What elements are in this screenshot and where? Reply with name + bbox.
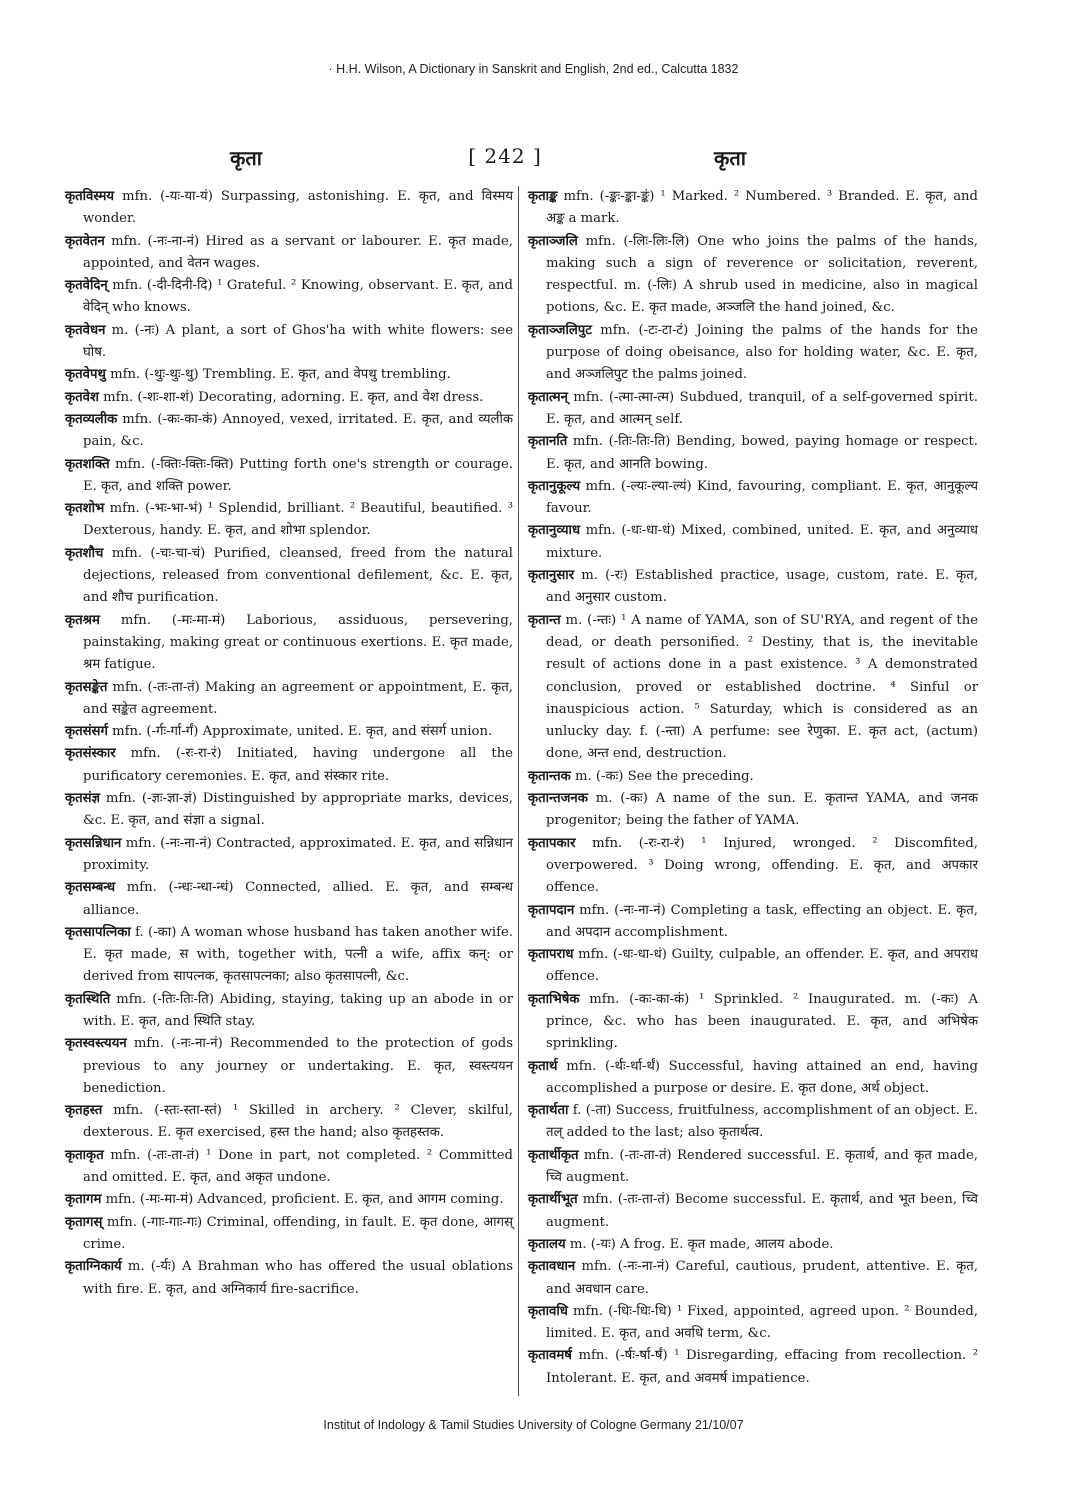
entry-definition: mfn. (-क्तिः-क्तिः-क्ति) Putting forth one's strength or courage. E. कृत, and शक्ति power. xyxy=(83,456,513,494)
right-column xyxy=(528,186,978,1390)
entry-definition: mfn. (-तः-ता-तं) Become successful. E. कृतार्थ, and भूत been, च्वि augment. xyxy=(546,1192,978,1230)
entry-headword: कृतानुसार xyxy=(528,568,575,584)
dictionary-entry xyxy=(65,788,513,833)
entry-definition: mfn. (-नः-ना-नं) Hired as a servant or labourer. E. कृत made, appointed, and वेतन wages. xyxy=(83,233,513,271)
entry-definition: m. (-रः) Established practice, usage, custom, rate. E. कृत, and अनुसार custom. xyxy=(546,568,978,606)
entry-definition: mfn. (-ज्ञः-ज्ञा-ज्ञं) Distinguished by appropriate marks, devices, &c. E. कृत, and संज्ञा a signal. xyxy=(83,791,513,829)
entry-definition: mfn. (-ल्यः-ल्या-ल्यं) Kind, favouring, compliant. E. कृत, आनुकूल्य favour. xyxy=(546,478,978,517)
running-head-left: कृता xyxy=(230,146,262,170)
dictionary-entry xyxy=(65,387,513,409)
entry-definition: mfn. (-गाः-गाः-गः) Criminal, offending, in fault. E. कृत done, आगस् crime. xyxy=(83,1214,513,1252)
dictionary-entry xyxy=(528,387,978,432)
dictionary-entry xyxy=(528,900,978,945)
entry-headword: कृतानुकूल्य xyxy=(528,478,581,494)
entry-headword: कृतालय xyxy=(528,1236,566,1252)
entry-definition: mfn. (-मः-मा-मं) Advanced, proficient. E. कृत, and आगम coming. xyxy=(101,1192,504,1208)
entry-headword: कृतवेतन xyxy=(65,233,105,249)
dictionary-entry xyxy=(65,275,513,320)
entry-headword: कृताञ्जलिपुट xyxy=(528,322,592,338)
dictionary-entry xyxy=(65,1256,513,1301)
entry-headword: कृतवेश xyxy=(65,389,99,405)
entry-headword: कृतश्रम xyxy=(65,612,100,628)
entry-definition: f. (-ता) Success, fruitfulness, accomplishment of an object. E. तल् added to the last; also कृतार्थत्व. xyxy=(546,1103,978,1141)
entry-headword: कृतापदान xyxy=(528,902,575,918)
entry-definition: mfn. (-धः-धा-धं) Mixed, combined, united. E. कृत, and अनुव्याध mixture. xyxy=(546,523,978,561)
entry-definition: f. (-का) A woman whose husband has taken another wife. E. कृत made, स with, together with, पत्नी a wife, affix कन्: or derived from सापत्नक, कृतसापत्नका; also कृतसापत्नी, &c. xyxy=(83,924,513,985)
dictionary-entry xyxy=(65,922,513,989)
entry-headword: कृतव्यलीक xyxy=(65,411,118,427)
entry-headword: कृतसङ्केत xyxy=(65,679,108,695)
dictionary-entry xyxy=(65,1033,513,1100)
entry-definition: mfn. (-नः-ना-नं) Recommended to the protection of gods previous to any journey or undertaking. E. कृत, स्वस्त्ययन benediction. xyxy=(83,1036,513,1096)
dictionary-entry xyxy=(528,476,978,521)
source-note: · H.H. Wilson, A Dictionary in Sanskrit and English, 2nd ed., Calcutta 1832 xyxy=(328,62,739,76)
entry-headword: कृतसन्निधान xyxy=(65,835,122,851)
dictionary-entry xyxy=(528,520,978,565)
dictionary-entry xyxy=(528,1234,978,1256)
dictionary-entry xyxy=(528,1189,978,1234)
entry-headword: कृतार्थता xyxy=(528,1103,569,1119)
dictionary-entry xyxy=(528,766,978,788)
dictionary-entry xyxy=(528,788,978,833)
entry-definition: mfn. (-तः-ता-तं) Making an agreement or appointment, E. कृत, and सङ्केत agreement. xyxy=(83,679,513,717)
dictionary-entry xyxy=(528,989,978,1056)
column-divider xyxy=(518,186,519,1396)
entry-definition: m. (-र्यः) A Brahman who has offered the usual oblations with fire. E. कृत, and अग्निकार्य fire-sacrifice. xyxy=(83,1259,513,1297)
entry-definition: mfn. (-तः-ता-तं) Rendered successful. E. कृतार्थ, and कृत made, च्वि augment. xyxy=(546,1147,978,1186)
entry-headword: कृतावधि xyxy=(528,1303,568,1319)
entry-headword: कृतवेदिन् xyxy=(65,278,108,294)
entry-definition: mfn. (-दी-दिनी-दि) ¹ Grateful. ² Knowing, observant. E. कृत, and वेदिन् who knows. xyxy=(83,278,513,316)
entry-definition: mfn. (-स्तः-स्ता-स्तं) ¹ Skilled in archery. ² Clever, skilful, dexterous. E. कृत exercised, हस्त the hand; also कृतहस्तक. xyxy=(83,1103,513,1141)
entry-headword: कृतवेपथु xyxy=(65,367,106,383)
entry-definition: mfn. (-थुः-थुः-थु) Trembling. E. कृत, and वेपथु trembling. xyxy=(105,367,451,383)
dictionary-entry xyxy=(528,186,978,231)
entry-definition: mfn. (-रः-रा-रं) Initiated, having undergone all the purificatory ceremonies. E. कृत, and संस्कार rite. xyxy=(83,746,513,784)
entry-headword: कृतापराध xyxy=(528,947,574,963)
entry-definition: mfn. (-न्धः-न्धा-न्धं) Connected, allied. E. कृत, and सम्बन्ध alliance. xyxy=(83,880,513,918)
entry-headword: कृताकृत xyxy=(65,1147,104,1163)
dictionary-entry xyxy=(65,186,513,231)
entry-headword: कृताङ्क xyxy=(528,189,558,204)
page-number: [ 242 ] xyxy=(468,144,542,168)
entry-definition: m. (-नः) A plant, a sort of Ghos'ha with white flowers: see घोष. xyxy=(83,322,513,361)
entry-definition: mfn. (-तः-ता-तं) ¹ Done in part, not completed. ² Committed and omitted. E. कृत, and अकृत undone. xyxy=(83,1147,513,1186)
entry-definition: mfn. (-नः-ना-नं) Completing a task, effecting an object. E. कृत, and अपदान accomplishment. xyxy=(546,902,978,940)
dictionary-entry xyxy=(65,610,513,677)
entry-definition: mfn. (-यः-या-यं) Surpassing, astonishing. E. कृत, and विस्मय wonder. xyxy=(83,189,513,227)
entry-definition: mfn. (-शः-शा-शं) Decorating, adorning. E. कृत, and वेश dress. xyxy=(98,389,484,405)
dictionary-entry xyxy=(65,1145,513,1190)
dictionary-entry xyxy=(65,543,513,610)
dictionary-entry xyxy=(528,320,978,387)
entry-headword: कृतानति xyxy=(528,434,568,450)
entry-headword: कृतार्थीकृत xyxy=(528,1147,579,1163)
entry-definition: mfn. (-चः-चा-चं) Purified, cleansed, freed from the natural dejections, released from conventional defilement, &c. E. कृत, and शौच purification. xyxy=(83,545,513,606)
entry-definition: mfn. (-त्मा-त्मा-त्म) Subdued, tranquil, of a self-governed spirit. E. कृत, and आत्मन् self. xyxy=(546,389,978,427)
entry-headword: कृतसंसर्ग xyxy=(65,724,108,740)
entry-headword: कृतात्मन् xyxy=(528,389,568,405)
dictionary-entry xyxy=(65,1100,513,1145)
entry-headword: कृतसम्बन्ध xyxy=(65,880,116,896)
entry-definition: mfn. (-तिः-तिः-ति) Abiding, staying, taking up an abode in or with. E. कृत, and स्थिति stay. xyxy=(83,991,513,1029)
dictionary-entry xyxy=(65,231,513,276)
entry-definition: mfn. (-र्गः-र्गा-र्गं) Approximate, united. E. कृत, and संसर्ग union. xyxy=(107,724,493,740)
entry-definition: m. (-कः) A name of the sun. E. कृतान्त YAMA, and जनक progenitor; being the father of YAMA. xyxy=(546,791,978,829)
entry-headword: कृताञ्जलि xyxy=(528,233,578,249)
dictionary-entry xyxy=(65,721,513,743)
dictionary-entry xyxy=(528,944,978,989)
entry-headword: कृतान्त xyxy=(528,612,561,628)
entry-headword: कृतान्तक xyxy=(528,768,571,784)
entry-definition: mfn. (-कः-का-कं) Annoyed, vexed, irritated. E. कृत, and व्यलीक pain, &c. xyxy=(83,411,513,450)
entry-headword: कृतावमर्ष xyxy=(528,1348,572,1364)
entry-definition: mfn. (-ङ्कः-ङ्का-ङ्कं) ¹ Marked. ² Numbered. ³ Branded. E. कृत, and अङ्क a mark. xyxy=(546,189,978,227)
entry-headword: कृतसंस्कार xyxy=(65,746,116,762)
entry-headword: कृतसंज्ञ xyxy=(65,791,101,807)
dictionary-entry xyxy=(528,431,978,476)
dictionary-entry xyxy=(65,989,513,1034)
dictionary-entry xyxy=(65,320,513,365)
entry-definition: mfn. (-र्षः-र्षा-र्षं) ¹ Disregarding, effacing from recollection. ² Intolerant. E. कृत, and अवमर्ष impatience. xyxy=(546,1348,978,1386)
entry-headword: कृतानुव्याध xyxy=(528,523,581,539)
left-column xyxy=(65,186,513,1301)
entry-headword: कृतावधान xyxy=(528,1259,576,1275)
institution-note: Institut of Indology & Tamil Studies University of Cologne Germany 21/10/07 xyxy=(323,1418,744,1432)
entry-headword: कृतसापत्निका xyxy=(65,924,131,940)
dictionary-entry xyxy=(528,610,978,766)
dictionary-entry xyxy=(528,1100,978,1145)
running-head-right: कृता xyxy=(714,146,746,170)
dictionary-entry xyxy=(65,833,513,878)
entry-headword: कृतागम xyxy=(65,1192,102,1208)
entry-definition: m. (-न्तः) ¹ A name of YAMA, son of SU'RYA, and regent of the dead, or death personified. ² Destiny, that is, the inevitable result of actions done in a past existence. ³ A demonstrated conclusion, proved or established doctrine. ⁴ Sinful or inauspicious action. ⁵ Saturday, which is considered as an unlucky day. f. (-न्ता) A perfume: see रेणुका. E. कृत act, (actum) done, अन्त end, destruction. xyxy=(546,612,978,762)
dictionary-entry xyxy=(528,1056,978,1101)
dictionary-entry xyxy=(528,1345,978,1390)
entry-definition: mfn. (-कः-का-कं) ¹ Sprinkled. ² Inaugurated. m. (-कः) A prince, &c. who has been inaugurated. E. कृत, and अभिषेक sprinkling. xyxy=(546,991,978,1052)
entry-definition: mfn. (-धिः-धिः-धि) ¹ Fixed, appointed, agreed upon. ² Bounded, limited. E. कृत, and अवधि term, &c. xyxy=(546,1303,978,1342)
entry-headword: कृतार्थ xyxy=(528,1058,558,1074)
dictionary-entry xyxy=(65,877,513,922)
entry-headword: कृतापकार xyxy=(528,835,576,851)
entry-headword: कृतवेधन xyxy=(65,322,106,338)
entry-headword: कृतस्थिति xyxy=(65,991,111,1007)
dictionary-entry xyxy=(528,1256,978,1301)
dictionary-entry xyxy=(528,231,978,320)
entry-headword: कृताग्निकार्य xyxy=(65,1259,122,1275)
entry-definition: mfn. (-धः-धा-धं) Guilty, culpable, an offender. E. कृत, and अपराध offence. xyxy=(546,947,978,985)
entry-definition: mfn. (-लिः-लिः-लि) One who joins the palms of the hands, making such a sign of reverence or solicitation, reverent, respectful. m. (-लिः) A shrub used in medicine, also in magical potions, &c. E. कृत made, अञ्जलि the hand joined, &c. xyxy=(546,233,978,316)
dictionary-entry xyxy=(528,565,978,610)
entry-headword: कृतशोभ xyxy=(65,501,105,517)
entry-headword: कृतशौच xyxy=(65,545,104,561)
entry-headword: कृतागस् xyxy=(65,1214,103,1230)
entry-headword: कृताभिषेक xyxy=(528,991,580,1007)
entry-definition: mfn. (-र्थः-र्था-र्थं) Successful, having attained an end, having accomplished a purpose or desire. E. कृत done, अर्थ object. xyxy=(546,1058,978,1096)
dictionary-entry xyxy=(65,1212,513,1257)
entry-definition: mfn. (-नः-ना-नं) Contracted, approximated. E. कृत, and सन्निधान proximity. xyxy=(83,835,513,873)
entry-headword: कृतस्वस्त्ययन xyxy=(65,1036,127,1052)
entry-headword: कृतहस्त xyxy=(65,1103,103,1119)
entry-definition: m. (-कः) See the preceding. xyxy=(570,768,754,784)
entry-headword: कृतशक्ति xyxy=(65,456,110,472)
dictionary-entry xyxy=(528,833,978,900)
dictionary-entry xyxy=(65,454,513,499)
entry-definition: mfn. (-भः-भा-भं) ¹ Splendid, brilliant. ² Beautiful, beautified. ³ Dexterous, handy. E. कृत, and शोभा splendor. xyxy=(83,501,513,539)
dictionary-entry xyxy=(65,409,513,454)
entry-headword: कृतविस्मय xyxy=(65,189,115,204)
entry-definition: mfn. (-मः-मा-मं) Laborious, assiduous, persevering, painstaking, making great or continuous exertions. E. कृत made, श्रम fatigue. xyxy=(83,612,513,673)
entry-headword: कृतान्तजनक xyxy=(528,791,588,807)
dictionary-entry xyxy=(65,1189,513,1211)
dictionary-entry xyxy=(65,743,513,788)
entry-definition: mfn. (-नः-ना-नं) Careful, cautious, prudent, attentive. E. कृत, and अवधान care. xyxy=(546,1259,978,1297)
page-header xyxy=(0,144,1067,174)
dictionary-entry xyxy=(528,1145,978,1190)
entry-headword: कृतार्थीभूत xyxy=(528,1192,578,1208)
dictionary-entry xyxy=(65,498,513,543)
entry-definition: m. (-यः) A frog. E. कृत made, आलय abode. xyxy=(565,1236,834,1252)
entry-definition: mfn. (-तिः-तिः-ति) Bending, bowed, paying homage or respect. E. कृत, and आनति bowing. xyxy=(546,434,978,472)
dictionary-entry xyxy=(528,1301,978,1346)
entry-definition: mfn. (-रः-रा-रं) ¹ Injured, wronged. ² Discomfited, overpowered. ³ Doing wrong, offending. E. कृत, and अपकार offence. xyxy=(546,835,978,896)
dictionary-entry xyxy=(65,364,513,386)
entry-definition: mfn. (-टः-टा-टं) Joining the palms of the hands for the purpose of doing obeisance, also for holding water, &c. E. कृत, and अञ्जलिपुट the palms joined. xyxy=(546,322,978,383)
dictionary-entry xyxy=(65,677,513,722)
